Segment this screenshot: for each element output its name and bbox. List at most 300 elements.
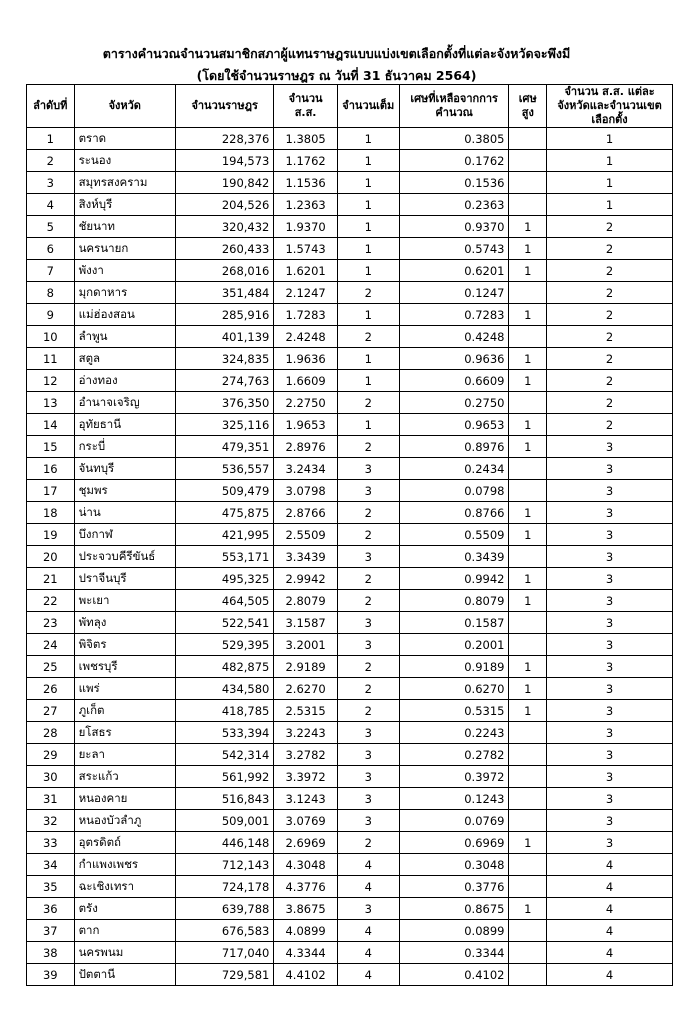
table-header-row: [27, 85, 673, 128]
cell-mp-total: 3: [547, 634, 673, 656]
cell-order: 32: [27, 810, 75, 832]
cell-population: 260,433: [175, 238, 273, 260]
cell-remainder: 0.1243: [399, 788, 509, 810]
cell-mp-ratio: 1.5743: [274, 238, 337, 260]
cell-remainder: 0.2243: [399, 722, 509, 744]
cell-high-remainder: [509, 480, 547, 502]
cell-mp-ratio: 1.3805: [274, 128, 337, 150]
cell-order: 7: [27, 260, 75, 282]
cell-remainder: 0.8766: [399, 502, 509, 524]
cell-population: 228,376: [175, 128, 273, 150]
table-row: [27, 348, 673, 370]
cell-remainder: 0.3776: [399, 876, 509, 898]
cell-population: 464,505: [175, 590, 273, 612]
cell-mp-ratio: 1.1536: [274, 172, 337, 194]
cell-mp-ratio: 2.5509: [274, 524, 337, 546]
cell-mp-total: 2: [547, 348, 673, 370]
cell-province: ปัตตานี: [74, 964, 175, 986]
cell-integer: 2: [337, 656, 399, 678]
cell-population: 274,763: [175, 370, 273, 392]
cell-province: อุตรดิตถ์: [74, 832, 175, 854]
table-row: [27, 854, 673, 876]
cell-remainder: 0.8675: [399, 898, 509, 920]
cell-remainder: 0.9189: [399, 656, 509, 678]
cell-mp-ratio: 3.2782: [274, 744, 337, 766]
cell-population: 533,394: [175, 722, 273, 744]
cell-remainder: 0.3439: [399, 546, 509, 568]
cell-province: ฉะเชิงเทรา: [74, 876, 175, 898]
cell-mp-total: 2: [547, 260, 673, 282]
cell-integer: 2: [337, 392, 399, 414]
cell-mp-total: 2: [547, 282, 673, 304]
cell-province: จันทบุรี: [74, 458, 175, 480]
cell-mp-ratio: 3.3972: [274, 766, 337, 788]
cell-integer: 3: [337, 612, 399, 634]
cell-population: 204,526: [175, 194, 273, 216]
cell-integer: 2: [337, 590, 399, 612]
table-row: [27, 568, 673, 590]
cell-high-remainder: [509, 172, 547, 194]
cell-province: ตราด: [74, 128, 175, 150]
cell-mp-total: 4: [547, 876, 673, 898]
cell-high-remainder: [509, 722, 547, 744]
cell-order: 12: [27, 370, 75, 392]
cell-order: 10: [27, 326, 75, 348]
table-row: [27, 722, 673, 744]
header-mp-ratio: จำนวน ส.ส.: [274, 85, 337, 128]
cell-order: 34: [27, 854, 75, 876]
cell-order: 13: [27, 392, 75, 414]
table-row: [27, 964, 673, 986]
cell-remainder: 0.9636: [399, 348, 509, 370]
cell-mp-total: 3: [547, 502, 673, 524]
cell-mp-total: 1: [547, 194, 673, 216]
cell-integer: 1: [337, 172, 399, 194]
cell-mp-total: 4: [547, 942, 673, 964]
cell-mp-ratio: 2.8766: [274, 502, 337, 524]
cell-remainder: 0.3972: [399, 766, 509, 788]
cell-remainder: 0.2001: [399, 634, 509, 656]
cell-remainder: 0.6201: [399, 260, 509, 282]
cell-province: สมุทรสงคราม: [74, 172, 175, 194]
document-title: ตารางคำนวณจำนวนสมาชิกสภาผู้แทนราษฎรแบบแบ่งเขตเลือกตั้งที่แต่ละจังหวัดจะพึงมี: [102, 46, 571, 61]
cell-mp-total: 3: [547, 590, 673, 612]
cell-order: 17: [27, 480, 75, 502]
cell-population: 529,395: [175, 634, 273, 656]
cell-remainder: 0.1247: [399, 282, 509, 304]
cell-province: ประจวบคีรีขันธ์: [74, 546, 175, 568]
cell-integer: 3: [337, 546, 399, 568]
cell-mp-total: 3: [547, 766, 673, 788]
cell-remainder: 0.0769: [399, 810, 509, 832]
table-row: [27, 920, 673, 942]
cell-order: 28: [27, 722, 75, 744]
cell-remainder: 0.1587: [399, 612, 509, 634]
cell-remainder: 0.0798: [399, 480, 509, 502]
cell-mp-total: 2: [547, 326, 673, 348]
cell-population: 553,171: [175, 546, 273, 568]
table-row: [27, 678, 673, 700]
cell-province: พิจิตร: [74, 634, 175, 656]
cell-province: บึงกาฬ: [74, 524, 175, 546]
cell-remainder: 0.2782: [399, 744, 509, 766]
cell-high-remainder: 1: [509, 348, 547, 370]
cell-population: 495,325: [175, 568, 273, 590]
header-integer: จำนวนเต็ม: [337, 85, 399, 128]
cell-high-remainder: [509, 392, 547, 414]
cell-order: 14: [27, 414, 75, 436]
cell-mp-total: 2: [547, 370, 673, 392]
cell-remainder: 0.5743: [399, 238, 509, 260]
cell-mp-ratio: 4.3776: [274, 876, 337, 898]
cell-population: 729,581: [175, 964, 273, 986]
cell-remainder: 0.0899: [399, 920, 509, 942]
cell-population: 421,995: [175, 524, 273, 546]
cell-mp-ratio: 2.9942: [274, 568, 337, 590]
cell-population: 285,916: [175, 304, 273, 326]
cell-mp-ratio: 3.3439: [274, 546, 337, 568]
table-row: [27, 370, 673, 392]
cell-province: ตรัง: [74, 898, 175, 920]
cell-mp-ratio: 1.9370: [274, 216, 337, 238]
cell-mp-total: 4: [547, 964, 673, 986]
table-row: [27, 326, 673, 348]
cell-mp-ratio: 2.5315: [274, 700, 337, 722]
cell-order: 4: [27, 194, 75, 216]
cell-population: 509,001: [175, 810, 273, 832]
cell-order: 31: [27, 788, 75, 810]
cell-mp-ratio: 1.7283: [274, 304, 337, 326]
cell-high-remainder: [509, 612, 547, 634]
cell-population: 542,314: [175, 744, 273, 766]
cell-high-remainder: 1: [509, 216, 547, 238]
cell-population: 717,040: [175, 942, 273, 964]
cell-mp-total: 3: [547, 788, 673, 810]
cell-integer: 1: [337, 260, 399, 282]
cell-province: แพร่: [74, 678, 175, 700]
table-row: [27, 414, 673, 436]
cell-integer: 4: [337, 964, 399, 986]
cell-high-remainder: [509, 546, 547, 568]
cell-integer: 2: [337, 436, 399, 458]
cell-mp-ratio: 4.0899: [274, 920, 337, 942]
cell-high-remainder: 1: [509, 370, 547, 392]
cell-population: 190,842: [175, 172, 273, 194]
cell-integer: 4: [337, 920, 399, 942]
cell-province: ยโสธร: [74, 722, 175, 744]
cell-mp-total: 2: [547, 414, 673, 436]
cell-order: 27: [27, 700, 75, 722]
cell-mp-ratio: 2.9189: [274, 656, 337, 678]
cell-mp-ratio: 4.3048: [274, 854, 337, 876]
cell-integer: 3: [337, 480, 399, 502]
cell-high-remainder: 1: [509, 524, 547, 546]
cell-mp-ratio: 3.2001: [274, 634, 337, 656]
cell-province: ชุมพร: [74, 480, 175, 502]
table-row: [27, 700, 673, 722]
cell-mp-total: 3: [547, 678, 673, 700]
table-row: [27, 524, 673, 546]
cell-integer: 2: [337, 502, 399, 524]
cell-mp-ratio: 2.8976: [274, 436, 337, 458]
cell-mp-total: 1: [547, 150, 673, 172]
cell-province: พัทลุง: [74, 612, 175, 634]
cell-integer: 3: [337, 810, 399, 832]
header-population: จำนวนราษฎร: [175, 85, 273, 128]
cell-province: ปราจีนบุรี: [74, 568, 175, 590]
cell-mp-total: 3: [547, 722, 673, 744]
cell-province: สตูล: [74, 348, 175, 370]
cell-integer: 1: [337, 414, 399, 436]
cell-mp-total: 1: [547, 172, 673, 194]
cell-mp-total: 1: [547, 128, 673, 150]
cell-mp-total: 2: [547, 238, 673, 260]
cell-high-remainder: [509, 854, 547, 876]
cell-population: 194,573: [175, 150, 273, 172]
cell-province: สิงห์บุรี: [74, 194, 175, 216]
table-row: [27, 436, 673, 458]
cell-mp-ratio: 3.0798: [274, 480, 337, 502]
cell-mp-total: 3: [547, 700, 673, 722]
cell-integer: 1: [337, 304, 399, 326]
cell-high-remainder: [509, 920, 547, 942]
cell-mp-ratio: 1.2363: [274, 194, 337, 216]
cell-order: 29: [27, 744, 75, 766]
cell-remainder: 0.1536: [399, 172, 509, 194]
table-row: [27, 788, 673, 810]
table-row: [27, 304, 673, 326]
table-row: [27, 546, 673, 568]
cell-integer: 3: [337, 634, 399, 656]
cell-order: 37: [27, 920, 75, 942]
cell-mp-ratio: 3.2434: [274, 458, 337, 480]
table-row: [27, 876, 673, 898]
cell-population: 376,350: [175, 392, 273, 414]
cell-province: น่าน: [74, 502, 175, 524]
cell-integer: 4: [337, 854, 399, 876]
cell-order: 11: [27, 348, 75, 370]
cell-order: 21: [27, 568, 75, 590]
cell-remainder: 0.6609: [399, 370, 509, 392]
cell-order: 8: [27, 282, 75, 304]
cell-population: 446,148: [175, 832, 273, 854]
cell-order: 15: [27, 436, 75, 458]
cell-remainder: 0.1762: [399, 150, 509, 172]
cell-high-remainder: [509, 634, 547, 656]
cell-population: 516,843: [175, 788, 273, 810]
cell-mp-ratio: 3.2243: [274, 722, 337, 744]
cell-remainder: 0.2750: [399, 392, 509, 414]
cell-remainder: 0.3048: [399, 854, 509, 876]
table-row: [27, 282, 673, 304]
cell-order: 1: [27, 128, 75, 150]
table-row: [27, 150, 673, 172]
cell-province: หนองบัวลำภู: [74, 810, 175, 832]
seat-allocation-table: [26, 84, 673, 986]
cell-high-remainder: 1: [509, 568, 547, 590]
cell-province: ชัยนาท: [74, 216, 175, 238]
cell-high-remainder: [509, 766, 547, 788]
cell-integer: 1: [337, 128, 399, 150]
cell-population: 434,580: [175, 678, 273, 700]
cell-mp-ratio: 3.8675: [274, 898, 337, 920]
cell-mp-total: 3: [547, 656, 673, 678]
cell-order: 30: [27, 766, 75, 788]
cell-order: 19: [27, 524, 75, 546]
cell-integer: 2: [337, 282, 399, 304]
cell-remainder: 0.8079: [399, 590, 509, 612]
cell-mp-total: 3: [547, 744, 673, 766]
cell-high-remainder: 1: [509, 678, 547, 700]
cell-high-remainder: 1: [509, 656, 547, 678]
cell-remainder: 0.8976: [399, 436, 509, 458]
cell-population: 479,351: [175, 436, 273, 458]
header-high-remainder: เศษสูง: [509, 85, 547, 128]
cell-integer: 3: [337, 766, 399, 788]
cell-remainder: 0.4102: [399, 964, 509, 986]
cell-order: 39: [27, 964, 75, 986]
cell-population: 522,541: [175, 612, 273, 634]
cell-mp-ratio: 4.3344: [274, 942, 337, 964]
cell-mp-total: 3: [547, 810, 673, 832]
cell-high-remainder: [509, 326, 547, 348]
cell-mp-total: 3: [547, 612, 673, 634]
cell-integer: 1: [337, 370, 399, 392]
cell-population: 324,835: [175, 348, 273, 370]
cell-high-remainder: [509, 194, 547, 216]
cell-mp-ratio: 1.1762: [274, 150, 337, 172]
cell-population: 561,992: [175, 766, 273, 788]
cell-mp-total: 2: [547, 304, 673, 326]
table-row: [27, 590, 673, 612]
cell-mp-ratio: 2.4248: [274, 326, 337, 348]
cell-high-remainder: [509, 458, 547, 480]
cell-mp-total: 4: [547, 920, 673, 942]
cell-high-remainder: 1: [509, 304, 547, 326]
cell-integer: 1: [337, 150, 399, 172]
cell-province: นครพนม: [74, 942, 175, 964]
cell-mp-ratio: 1.6201: [274, 260, 337, 282]
cell-integer: 2: [337, 700, 399, 722]
cell-mp-total: 2: [547, 216, 673, 238]
cell-mp-total: 3: [547, 832, 673, 854]
cell-mp-total: 3: [547, 546, 673, 568]
cell-mp-ratio: 2.6969: [274, 832, 337, 854]
table-row: [27, 656, 673, 678]
header-remainder: เศษที่เหลือจากการคำนวณ: [399, 85, 509, 128]
cell-province: ลำพูน: [74, 326, 175, 348]
table-row: [27, 744, 673, 766]
cell-province: ภูเก็ต: [74, 700, 175, 722]
cell-integer: 3: [337, 722, 399, 744]
cell-order: 23: [27, 612, 75, 634]
table-row: [27, 128, 673, 150]
table-row: [27, 260, 673, 282]
cell-population: 639,788: [175, 898, 273, 920]
cell-province: มุกดาหาร: [74, 282, 175, 304]
cell-high-remainder: 1: [509, 238, 547, 260]
cell-integer: 3: [337, 458, 399, 480]
table-row: [27, 216, 673, 238]
cell-mp-ratio: 3.1587: [274, 612, 337, 634]
cell-province: นครนายก: [74, 238, 175, 260]
cell-integer: 1: [337, 348, 399, 370]
table-row: [27, 194, 673, 216]
cell-integer: 2: [337, 524, 399, 546]
cell-order: 9: [27, 304, 75, 326]
cell-mp-total: 4: [547, 898, 673, 920]
cell-order: 3: [27, 172, 75, 194]
cell-mp-ratio: 1.9653: [274, 414, 337, 436]
table-body: [27, 128, 673, 986]
table-row: [27, 458, 673, 480]
cell-remainder: 0.7283: [399, 304, 509, 326]
cell-mp-ratio: 3.1243: [274, 788, 337, 810]
table-row: [27, 480, 673, 502]
cell-province: กำแพงเพชร: [74, 854, 175, 876]
cell-remainder: 0.3805: [399, 128, 509, 150]
cell-integer: 3: [337, 744, 399, 766]
cell-remainder: 0.9653: [399, 414, 509, 436]
cell-order: 38: [27, 942, 75, 964]
cell-order: 24: [27, 634, 75, 656]
cell-population: 536,557: [175, 458, 273, 480]
cell-high-remainder: 1: [509, 502, 547, 524]
cell-province: เพชรบุรี: [74, 656, 175, 678]
cell-integer: 1: [337, 238, 399, 260]
header-order: ลำดับที่: [27, 85, 75, 128]
cell-order: 35: [27, 876, 75, 898]
cell-order: 22: [27, 590, 75, 612]
cell-province: กระบี่: [74, 436, 175, 458]
cell-integer: 2: [337, 832, 399, 854]
cell-order: 2: [27, 150, 75, 172]
cell-high-remainder: [509, 128, 547, 150]
cell-order: 26: [27, 678, 75, 700]
table-row: [27, 634, 673, 656]
cell-province: อำนาจเจริญ: [74, 392, 175, 414]
cell-mp-ratio: 2.8079: [274, 590, 337, 612]
cell-remainder: 0.5509: [399, 524, 509, 546]
cell-order: 36: [27, 898, 75, 920]
cell-high-remainder: 1: [509, 590, 547, 612]
cell-remainder: 0.9370: [399, 216, 509, 238]
cell-mp-total: 3: [547, 480, 673, 502]
cell-province: พังงา: [74, 260, 175, 282]
cell-province: พะเยา: [74, 590, 175, 612]
cell-population: 475,875: [175, 502, 273, 524]
table-row: [27, 832, 673, 854]
cell-order: 5: [27, 216, 75, 238]
cell-population: 724,178: [175, 876, 273, 898]
cell-remainder: 0.2434: [399, 458, 509, 480]
cell-high-remainder: [509, 964, 547, 986]
table-row: [27, 766, 673, 788]
table-row: [27, 172, 673, 194]
cell-integer: 2: [337, 568, 399, 590]
table-row: [27, 238, 673, 260]
cell-order: 25: [27, 656, 75, 678]
cell-order: 18: [27, 502, 75, 524]
cell-mp-total: 3: [547, 458, 673, 480]
cell-integer: 1: [337, 216, 399, 238]
cell-high-remainder: 1: [509, 700, 547, 722]
cell-integer: 4: [337, 876, 399, 898]
cell-high-remainder: 1: [509, 414, 547, 436]
cell-mp-ratio: 2.2750: [274, 392, 337, 414]
cell-province: อุทัยธานี: [74, 414, 175, 436]
header-mp-total: จำนวน ส.ส. แต่ละจังหวัดและจำนวนเขตเลือกตั้ง: [547, 85, 673, 128]
